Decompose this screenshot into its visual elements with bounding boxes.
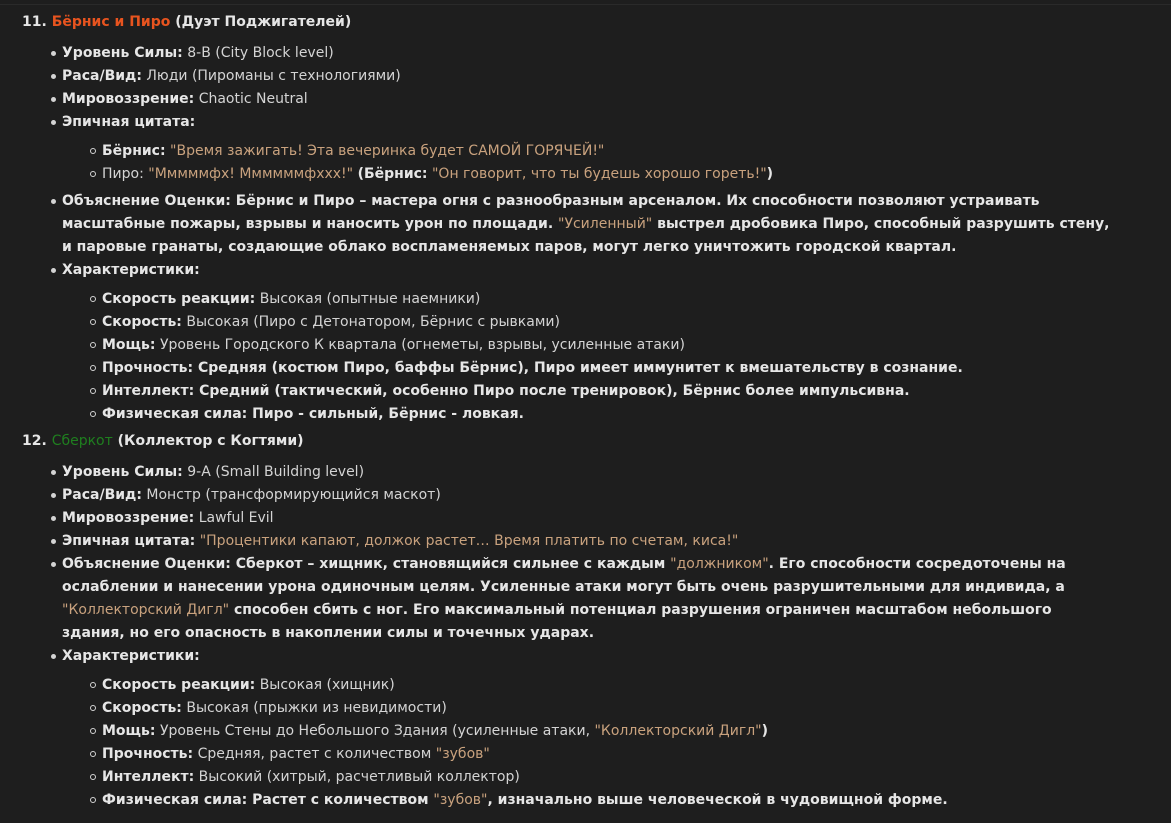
explanation-text: Бёрнис и Пиро – мастера огня с разнообразным арсеналом. Их способности позволяют устраивать масштабные пожары, взрывы и наносить урон по площади. <box>62 193 1040 232</box>
power-level-item <box>0 42 1171 65</box>
character-name: Сберкот <box>51 433 113 449</box>
race-item <box>0 65 1171 88</box>
quote-label: Эпичная цитата: <box>62 114 196 130</box>
stat-label: Мощь: <box>102 337 156 353</box>
quote-text: "Время зажигать! Эта вечеринка будет САМОЙ ГОРЯЧЕЙ!" <box>170 143 605 159</box>
explanation-item <box>0 553 1171 645</box>
entry-subtitle: (Дуэт Поджигателей) <box>175 14 352 30</box>
stat-quote: "зубов" <box>435 746 490 762</box>
quote-text: "Процентики капают, должок растет… Время платить по счетам, киса!" <box>199 533 739 549</box>
quote-bernis <box>62 140 1111 163</box>
quote-text: "Мммммфх! Ммммммфххх!" <box>148 166 354 182</box>
speaker-aside-close: ) <box>766 166 774 182</box>
quote-sublist <box>62 140 1111 186</box>
stat-intellect <box>62 380 1111 403</box>
stat-intellect <box>62 766 1111 789</box>
stat-might <box>62 720 1111 743</box>
speaker-label: Пиро: <box>102 166 144 182</box>
stat-value: Уровень Городского К квартала (огнеметы, взрывы, усиленные атаки) <box>159 337 685 353</box>
stats-sublist <box>62 674 1111 812</box>
stat-label: Интеллект: <box>102 769 195 785</box>
explanation-label: Объяснение Оценки: <box>62 556 231 572</box>
stat-label: Физическая сила: <box>102 406 248 422</box>
stat-label: Скорость реакции: <box>102 291 256 307</box>
stat-label: Скорость реакции: <box>102 677 256 693</box>
speaker-aside-open: (Бёрнис: <box>357 166 428 182</box>
explanation-text: . Его способности сосредоточены на ослаблении и нанесении урона одиночным целям. Усиленные атаки могут быть очень разрушительными для индивида, а <box>62 556 1066 595</box>
alignment-item <box>0 88 1171 111</box>
stat-value: Средняя (костюм Пиро, баффы Бёрнис), Пиро имеет иммунитет к вмешательству в сознание. <box>198 360 963 376</box>
explanation-quote: "Коллекторский Дигл" <box>62 602 230 618</box>
stat-label: Скорость: <box>102 314 182 330</box>
explanation-quote: "должником" <box>670 556 769 572</box>
stat-label: Прочность: <box>102 746 194 762</box>
stat-strength <box>62 789 1111 812</box>
entry-12-list <box>0 461 1171 812</box>
character-name: Бёрнис и Пиро <box>51 14 171 30</box>
alignment-label: Мировоззрение: <box>62 91 195 107</box>
speaker-label: Бёрнис: <box>102 143 166 159</box>
stat-reaction <box>62 288 1111 311</box>
stat-speed <box>62 697 1111 720</box>
entry-number: 11. <box>22 14 47 30</box>
entry-subtitle: (Коллектор с Когтями) <box>117 433 304 449</box>
stat-value: Высокая (Пиро с Детонатором, Бёрнис с рывками) <box>186 314 560 330</box>
power-level-value: 8-B (City Block level) <box>187 45 334 61</box>
stats-item <box>0 645 1171 812</box>
quote-item <box>0 530 1171 553</box>
stat-label: Интеллект: <box>102 383 195 399</box>
stat-value: Высокая (прыжки из невидимости) <box>186 700 447 716</box>
quote-text: "Он говорит, что ты будешь хорошо гореть!" <box>431 166 767 182</box>
entry-11-title <box>0 11 1171 34</box>
quote-item <box>0 111 1171 186</box>
alignment-value: Chaotic Neutral <box>198 91 308 107</box>
entry-12 <box>0 430 1171 812</box>
power-level-item <box>0 461 1171 484</box>
stat-strength <box>62 403 1111 426</box>
stat-speed <box>62 311 1111 334</box>
entry-12-title <box>0 430 1171 453</box>
stat-value: Пиро - сильный, Бёрнис - ловкая. <box>252 406 524 422</box>
stat-label: Физическая сила: <box>102 792 248 808</box>
stat-value: Уровень Стены до Небольшого Здания (усиленные атаки, <box>159 723 591 739</box>
entry-number: 12. <box>22 433 47 449</box>
power-level-value: 9-A (Small Building level) <box>187 464 365 480</box>
explanation-text: способен сбить с ног. Его максимальный потенциал разрушения ограничен масштабом небольшого здания, но его опасность в накоплении силы и точечных ударах. <box>62 602 1052 641</box>
quote-piro <box>62 163 1111 186</box>
alignment-item <box>0 507 1171 530</box>
stat-value: Высокий (хитрый, расчетливый коллектор) <box>198 769 520 785</box>
stat-label: Мощь: <box>102 723 156 739</box>
stat-durability <box>62 357 1111 380</box>
top-cut-line <box>0 0 1171 5</box>
explanation-text: Сберкот – хищник, становящийся сильнее с каждым <box>235 556 666 572</box>
power-level-label: Уровень Силы: <box>62 45 183 61</box>
entry-11 <box>0 11 1171 426</box>
stats-item <box>0 259 1171 426</box>
entry-11-list <box>0 42 1171 426</box>
stat-value-tail: , изначально выше человеческой в чудовищной форме. <box>487 792 948 808</box>
stat-durability <box>62 743 1111 766</box>
alignment-label: Мировоззрение: <box>62 510 195 526</box>
stat-quote: "зубов" <box>433 792 488 808</box>
race-value: Люди (Пироманы с технологиями) <box>146 68 401 84</box>
race-item <box>0 484 1171 507</box>
stat-reaction <box>62 674 1111 697</box>
stat-might <box>62 334 1111 357</box>
stat-label: Прочность: <box>102 360 194 376</box>
stat-value: Растет с количеством <box>252 792 429 808</box>
stats-label: Характеристики: <box>62 648 200 664</box>
stats-sublist <box>62 288 1111 426</box>
quote-label: Эпичная цитата: <box>62 533 196 549</box>
alignment-value: Lawful Evil <box>198 510 274 526</box>
explanation-text: выстрел дробовика Пиро, способный разрушить стену, и паровые гранаты, создающие облако воспламеняемых паров, могут легко уничтожить городской квартал. <box>62 216 1110 255</box>
stat-value: Средняя, растет с количеством <box>197 746 432 762</box>
stat-value: Средний (тактический, особенно Пиро после тренировок), Бёрнис более импульсивна. <box>199 383 910 399</box>
race-value: Монстр (трансформирующийся маскот) <box>146 487 441 503</box>
explanation-quote: "Усиленный" <box>558 216 653 232</box>
stats-label: Характеристики: <box>62 262 200 278</box>
stat-value: Высокая (опытные наемники) <box>259 291 481 307</box>
stat-label: Скорость: <box>102 700 182 716</box>
explanation-label: Объяснение Оценки: <box>62 193 231 209</box>
power-level-label: Уровень Силы: <box>62 464 183 480</box>
explanation-item <box>0 190 1171 259</box>
race-label: Раса/Вид: <box>62 68 142 84</box>
stat-close: ) <box>761 723 768 739</box>
stat-quote: "Коллекторский Дигл" <box>594 723 762 739</box>
stat-value: Высокая (хищник) <box>259 677 395 693</box>
race-label: Раса/Вид: <box>62 487 142 503</box>
